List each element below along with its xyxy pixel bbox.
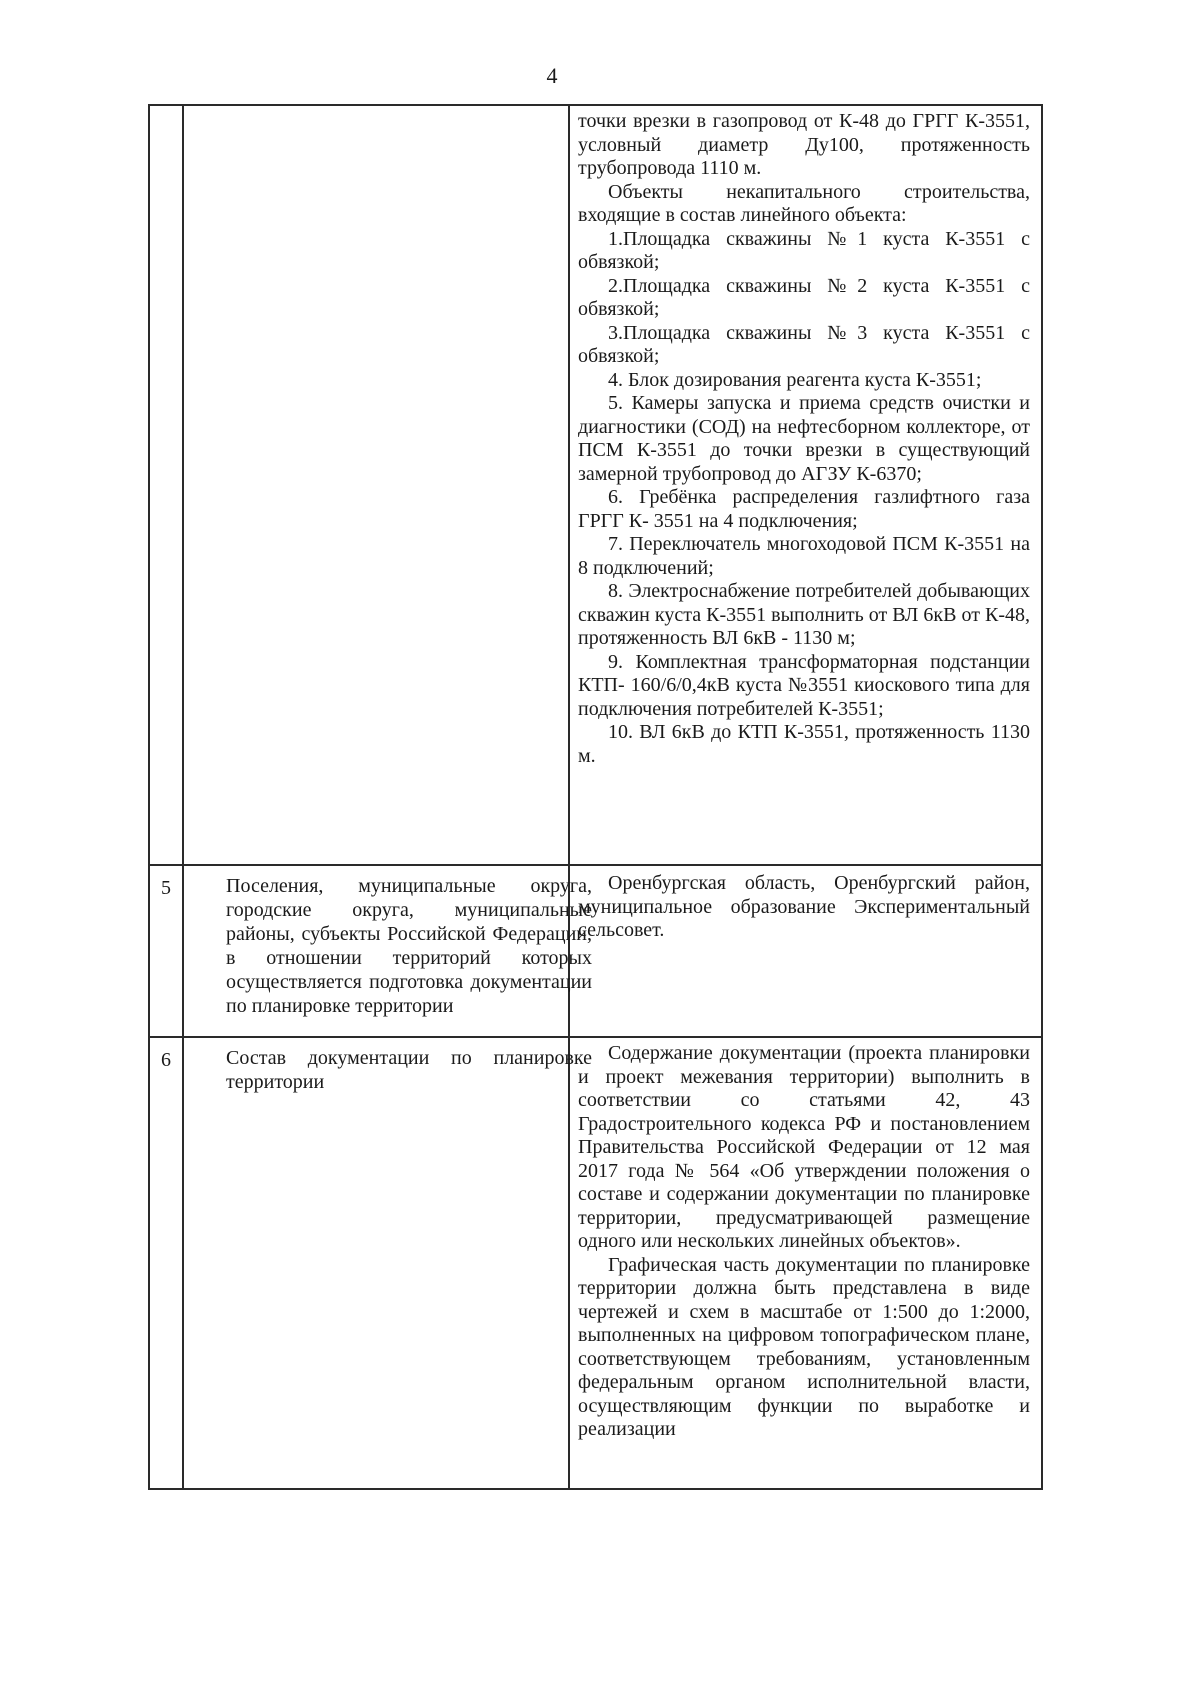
content-paragraph: 7. Переключатель многоходовой ПСМ К-3551 на 8 подключений; — [578, 533, 1030, 579]
content-paragraph: 5. Камеры запуска и приема средств очистки и диагностики (СОД) на нефтесборном коллекторе, от ПСМ К-3551 до точки врезки в существующий замерной трубопровод до АГЗУ К-6370; — [578, 392, 1030, 485]
content-cell — [578, 110, 1030, 768]
content-paragraph: 4. Блок дозирования реагента куста К-3551; — [608, 368, 982, 391]
content-paragraph: Объекты некапитального строительства, входящие в состав линейного объекта: — [578, 180, 1030, 226]
content-cell — [578, 872, 1030, 943]
label-cell — [182, 1038, 592, 1488]
page-number: 4 — [546, 63, 558, 88]
table-row — [148, 866, 1043, 1038]
row-number: 5 — [161, 877, 171, 899]
content-paragraph: 6. Гребёнка распределения газлифтного газа ГРГГ К- 3551 на 4 подключения; — [578, 486, 1030, 532]
table-row — [148, 1038, 1043, 1490]
content-paragraph: Содержание документации (проекта планировки и проект межевания территории) выполнить в соответствии со статьями 42, 43 Градостроительного кодекса РФ и постановлением Правительства Российской Федерации от 12 мая 2017 года № 564 «Об утверждении положения о составе и содержании документации по планировке территории, предусматривающей размещение одного или нескольких линейных объектов». — [578, 1042, 1030, 1252]
content-paragraph: точки врезки в газопровод от К-48 до ГРГГ К-3551, условный диаметр Ду100, протяженность трубопровода 1110 м. — [578, 110, 1030, 179]
content-paragraph: 10. ВЛ 6кВ до КТП К-3551, протяженность 1130 м. — [578, 721, 1030, 767]
number-cell — [150, 106, 184, 864]
content-paragraph: 8. Электроснабжение потребителей добывающих скважин куста К-3551 выполнить от ВЛ 6кВ от К-48, протяженность ВЛ 6кВ - 1130 м; — [578, 580, 1030, 649]
content-paragraph: Оренбургская область, Оренбургский район, муниципальное образование Экспериментальный сельсовет. — [578, 872, 1030, 941]
label-cell — [182, 866, 592, 1036]
number-cell — [150, 1038, 184, 1488]
content-paragraph: 2.Площадка скважины №2 куста К-3551 с обвязкой; — [578, 274, 1030, 320]
content-paragraph: 1.Площадка скважины №1 куста К-3551 с обвязкой; — [578, 227, 1030, 273]
content-paragraph: 3.Площадка скважины №3 куста К-3551 с обвязкой; — [578, 321, 1030, 367]
row-number: 6 — [161, 1049, 171, 1071]
requirements-table — [148, 104, 1043, 1490]
row-label: Поселения, муниципальные округа, городские округа, муниципальные районы, субъекты Российской Федерации, в отношении территорий которых осуществляется подготовка документации по планировке территории — [226, 875, 592, 1017]
label-cell — [182, 106, 570, 864]
content-paragraph: Графическая часть документации по планировке территории должна быть представлена в виде чертежей и схем в масштабе от 1:500 до 1:2000, выполненных на цифровом топографическом плане, соответствующем требованиям, установленным федеральным органом исполнительной власти, осуществляющим функции по выработке и реализации — [578, 1253, 1030, 1440]
content-paragraph: 9. Комплектная трансформаторная подстанции КТП- 160/6/0,4кВ куста №3551 киоскового типа для подключения потребителей К-3551; — [578, 650, 1030, 720]
content-cell — [578, 1042, 1030, 1442]
table-row — [148, 104, 1043, 866]
row-label: Состав документации по планировке территории — [226, 1047, 592, 1093]
number-cell — [150, 866, 184, 1036]
